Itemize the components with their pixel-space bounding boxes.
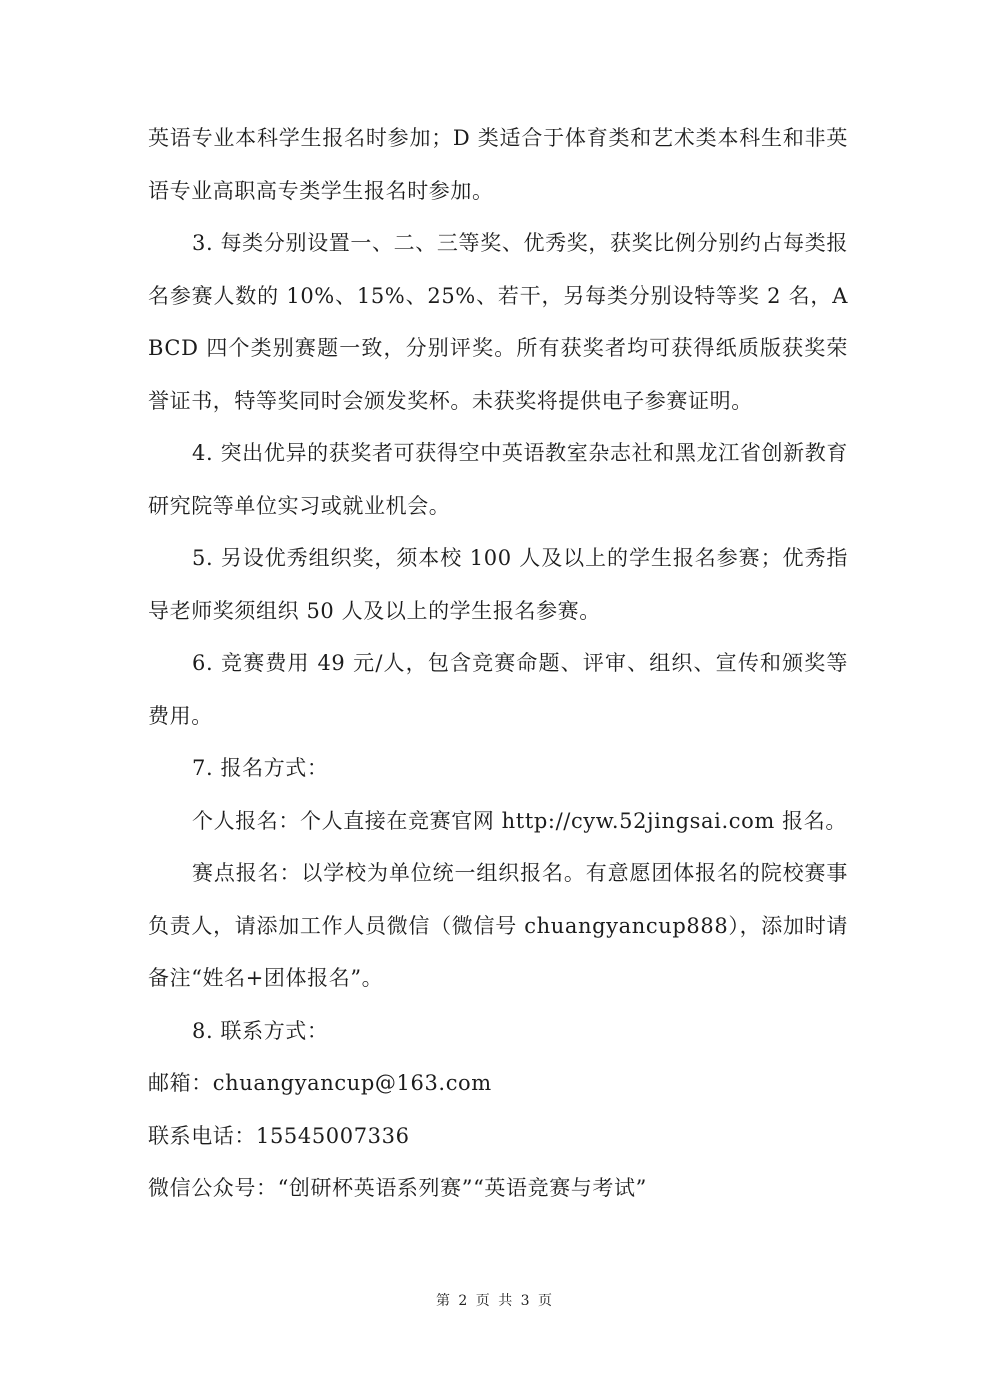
- paragraph-item-4-opportunities: 4. 突出优异的获奖者可获得空中英语教室杂志社和黑龙江省创新教育研究院等单位实习或就业机会。: [148, 441, 848, 518]
- paragraph-group-registration: 赛点报名：以学校为单位统一组织报名。有意愿团体报名的院校赛事负责人，请添加工作人员微信（微信号 chuangyancup888），添加时请备注“姓名+团体报名”。: [148, 861, 848, 990]
- paragraph-category-d: 英语专业本科学生报名时参加；D 类适合于体育类和艺术类本科生和非英语专业高职高专类学生报名时参加。: [148, 126, 848, 203]
- contact-phone: 联系电话：15545007336: [148, 1123, 410, 1148]
- page-number-footer: 第 2 页 共 3 页: [435, 1293, 555, 1309]
- paragraph-individual-registration: 个人报名：个人直接在竞赛官网 http://cyw.52jingsai.com 报名。: [192, 808, 847, 833]
- document-body: [148, 112, 848, 1215]
- contact-email: 邮箱：chuangyancup@163.com: [148, 1071, 492, 1095]
- paragraph-item-5-organization-award: 5. 另设优秀组织奖，须本校 100 人及以上的学生报名参赛；优秀指导老师奖须组织 50 人及以上的学生报名参赛。: [148, 546, 848, 623]
- paragraph-item-7-registration-heading: 7. 报名方式：: [192, 756, 329, 780]
- contact-wechat-accounts: 微信公众号：“创研杯英语系列赛”“英语竞赛与考试”: [148, 1176, 647, 1200]
- paragraph-item-6-fee: 6. 竞赛费用 49 元/人，包含竞赛命题、评审、组织、宣传和颁奖等费用。: [148, 651, 848, 728]
- paragraph-item-8-contact-heading: 8. 联系方式：: [192, 1018, 329, 1043]
- paragraph-item-3-awards: 3. 每类分别设置一、二、三等奖、优秀奖，获奖比例分别约占每类报名参赛人数的 10%、15%、25%、若干，另每类分别设特等奖 2 名，ABCD 四个类别赛题一致，分别评奖。所有获奖者均可获得纸质版获奖荣誉证书，特等奖同时会颁发奖杯。未获奖将提供电子参赛证明。: [148, 231, 848, 413]
